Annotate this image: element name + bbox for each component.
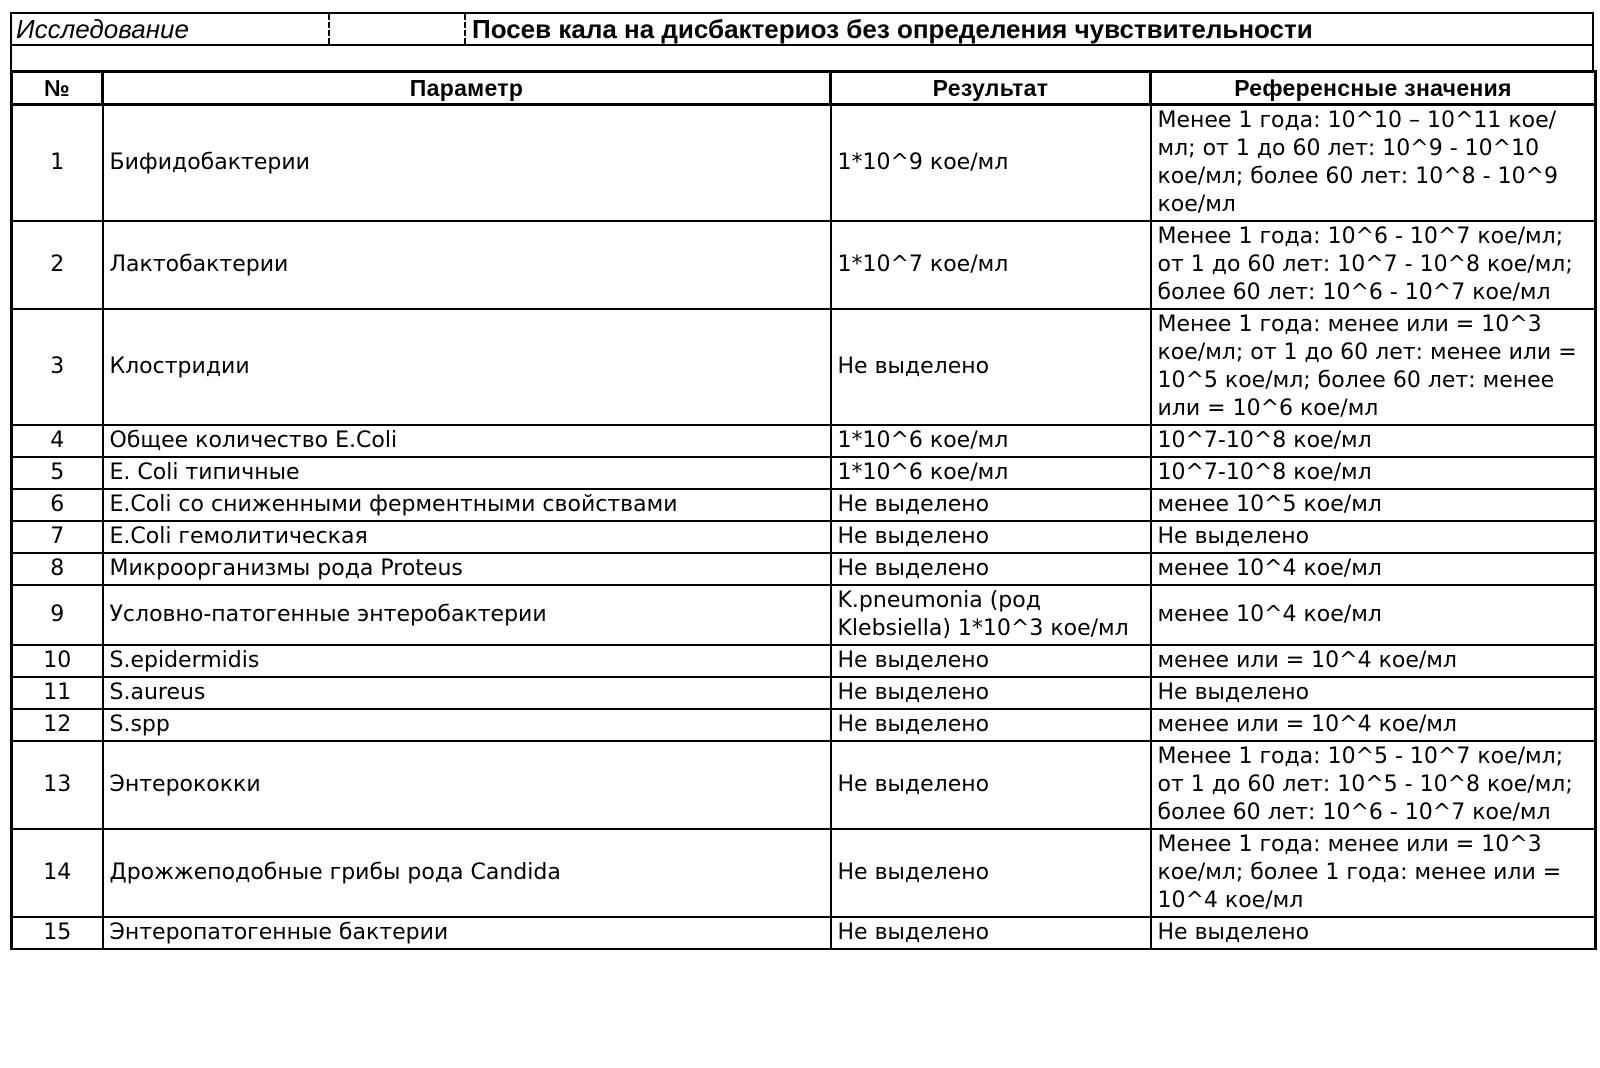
- table-row: [12, 553, 1596, 585]
- row-reference: менее или = 10^4 кое/мл: [1151, 709, 1596, 741]
- column-header-parameter: Параметр: [103, 72, 831, 105]
- row-number: 10: [12, 645, 103, 677]
- row-number: 12: [12, 709, 103, 741]
- study-empty-cell: [330, 14, 466, 44]
- row-reference: 10^7-10^8 кое/мл: [1151, 457, 1596, 489]
- row-parameter: S.spp: [103, 709, 831, 741]
- row-number: 8: [12, 553, 103, 585]
- lab-report: [10, 12, 1594, 950]
- table-row: [12, 645, 1596, 677]
- table-row: [12, 521, 1596, 553]
- row-number: 14: [12, 829, 103, 917]
- row-reference: менее 10^4 кое/мл: [1151, 585, 1596, 645]
- table-row: [12, 105, 1596, 222]
- study-title: Посев кала на дисбактериоз без определения чувствительности: [472, 14, 1313, 44]
- row-parameter: Условно-патогенные энтеробактерии: [103, 585, 831, 645]
- row-parameter: Клостридии: [103, 309, 831, 425]
- column-header-reference: Референсные значения: [1151, 72, 1596, 105]
- row-parameter: Микроорганизмы рода Proteus: [103, 553, 831, 585]
- column-header-result: Результат: [831, 72, 1151, 105]
- table-row: [12, 917, 1596, 949]
- row-reference: Менее 1 года: менее или = 10^3 кое/мл; более 1 года: менее или = 10^4 кое/мл: [1151, 829, 1596, 917]
- row-reference: менее 10^4 кое/мл: [1151, 553, 1596, 585]
- row-result: Не выделено: [831, 521, 1151, 553]
- row-number: 5: [12, 457, 103, 489]
- row-parameter: Энтеропатогенные бактерии: [103, 917, 831, 949]
- spacer-row: [10, 46, 1594, 70]
- row-result: Не выделено: [831, 677, 1151, 709]
- row-parameter: Общее количество E.Coli: [103, 425, 831, 457]
- table-row: [12, 457, 1596, 489]
- row-number: 7: [12, 521, 103, 553]
- study-header-row: [10, 12, 1594, 46]
- table-row: [12, 221, 1596, 309]
- study-label: Исследование: [12, 14, 330, 44]
- row-reference: Менее 1 года: 10^10 – 10^11 кое/мл; от 1 до 60 лет: 10^9 - 10^10 кое/мл; более 60 лет: 10^8 - 10^9 кое/мл: [1151, 105, 1596, 222]
- row-reference: Не выделено: [1151, 917, 1596, 949]
- row-parameter: Лактобактерии: [103, 221, 831, 309]
- row-parameter: Дрожжеподобные грибы рода Candida: [103, 829, 831, 917]
- row-reference: менее или = 10^4 кое/мл: [1151, 645, 1596, 677]
- table-row: [12, 585, 1596, 645]
- row-result: Не выделено: [831, 553, 1151, 585]
- row-result: Не выделено: [831, 829, 1151, 917]
- row-number: 3: [12, 309, 103, 425]
- row-parameter: E.Coli со сниженными ферментными свойствами: [103, 489, 831, 521]
- row-number: 4: [12, 425, 103, 457]
- row-reference: 10^7-10^8 кое/мл: [1151, 425, 1596, 457]
- column-header-number: №: [12, 72, 103, 105]
- row-result: 1*10^6 кое/мл: [831, 457, 1151, 489]
- row-number: 11: [12, 677, 103, 709]
- row-reference: Не выделено: [1151, 521, 1596, 553]
- row-reference: менее 10^5 кое/мл: [1151, 489, 1596, 521]
- row-parameter: S.epidermidis: [103, 645, 831, 677]
- row-reference: Не выделено: [1151, 677, 1596, 709]
- table-row: [12, 709, 1596, 741]
- row-result: 1*10^7 кое/мл: [831, 221, 1151, 309]
- row-number: 9: [12, 585, 103, 645]
- table-row: [12, 741, 1596, 829]
- row-result: Не выделено: [831, 741, 1151, 829]
- row-number: 15: [12, 917, 103, 949]
- row-number: 1: [12, 105, 103, 222]
- row-result: Не выделено: [831, 645, 1151, 677]
- row-reference: Менее 1 года: менее или = 10^3 кое/мл; от 1 до 60 лет: менее или = 10^5 кое/мл; более 60 лет: менее или = 10^6 кое/мл: [1151, 309, 1596, 425]
- row-parameter: E.Coli гемолитическая: [103, 521, 831, 553]
- row-result: Не выделено: [831, 489, 1151, 521]
- row-parameter: E. Coli типичные: [103, 457, 831, 489]
- table-row: [12, 677, 1596, 709]
- table-header-row: [12, 72, 1596, 105]
- row-parameter: Энтерококки: [103, 741, 831, 829]
- table-row: [12, 489, 1596, 521]
- table-row: [12, 829, 1596, 917]
- row-parameter: Бифидобактерии: [103, 105, 831, 222]
- results-table: [10, 70, 1597, 950]
- row-result: Не выделено: [831, 917, 1151, 949]
- row-parameter: S.aureus: [103, 677, 831, 709]
- row-reference: Менее 1 года: 10^6 - 10^7 кое/мл; от 1 до 60 лет: 10^7 - 10^8 кое/мл; более 60 лет: 10^6 - 10^7 кое/мл: [1151, 221, 1596, 309]
- table-row: [12, 309, 1596, 425]
- row-number: 6: [12, 489, 103, 521]
- row-result: Не выделено: [831, 309, 1151, 425]
- row-result: 1*10^6 кое/мл: [831, 425, 1151, 457]
- row-result: 1*10^9 кое/мл: [831, 105, 1151, 222]
- row-number: 13: [12, 741, 103, 829]
- table-row: [12, 425, 1596, 457]
- row-number: 2: [12, 221, 103, 309]
- row-reference: Менее 1 года: 10^5 - 10^7 кое/мл; от 1 до 60 лет: 10^5 - 10^8 кое/мл; более 60 лет: 10^6 - 10^7 кое/мл: [1151, 741, 1596, 829]
- row-result: K.pneumonia (род Klebsiella) 1*10^3 кое/мл: [831, 585, 1151, 645]
- row-result: Не выделено: [831, 709, 1151, 741]
